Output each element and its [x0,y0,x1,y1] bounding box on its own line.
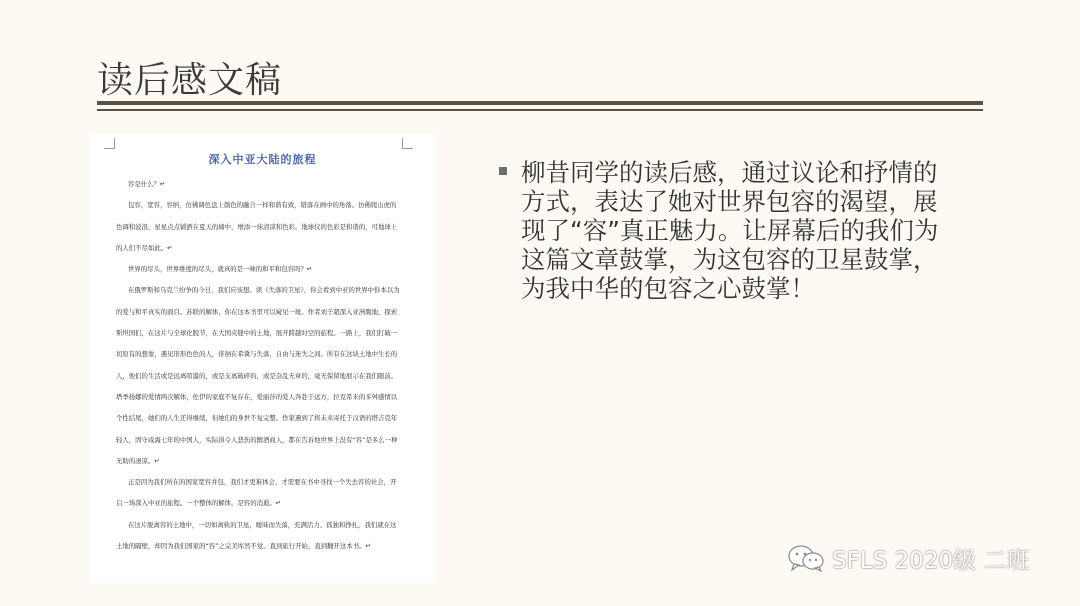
bullet-text: 柳昔同学的读后感，通过议论和抒情的方式，表达了她对世界包容的渴望，展现了“容”真正魅力。让屏幕后的我们为这篇文章鼓掌，为这包容的卫星鼓掌，为我中华的包容之心鼓掌！ [521,158,939,303]
crop-mark-top-left [104,138,115,149]
document-paragraph: 容是什么？↵ [128,180,166,188]
document-title: 深入中亚大陆的旅程 [208,153,317,166]
document-paragraph: 在这片脱离容的土地中，一切如离轨的卫星，暧昧而失落，充满活力、孤独和挣扎，我们就在这土地的隔壁，却因为我们国家的“容”之完美库然不觉。直到旅行开始，直到翻开这本书。↵ [116,520,397,551]
crop-mark-top-right [402,138,413,149]
wechat-icon [786,544,826,572]
title-rule-thin [97,109,983,111]
document-body [116,174,402,557]
document-paragraph: 在俄罗斯和乌克兰纷争的今日，我们应该想。读《失落的卫星》，你会看到中亚的世界中你本以为的爱与和平真实的面目。苏联的解体，你在这本书里可以窥见一斑。作者刘子超深入亚洲腹地，探索斯坦国们，在这片与全球化脱节，在大国夹缝中的土地，展开跨越时空的旅程。一路上，我们打破一切原有的想象，遇见形形色色的人，徘徊在希冀与失落、自由与迷失之间。所有在这块土地中生长的人，他们的生活或是远离喧嚣的，或是支离破碎的，或是杂乱无章的，毫无保留地展示在我们眼前。塔季扬娜的爱情两次解体，佐伊的家庭不复存在，爱丽莎的爱人奔赴于远方，拉克希米的多舛感情以个性结尾，她们的人生还得继续，但她们的身世不复完整。作家遇到了将未来寄托于汉语的塔吉克年轻人，固守咸海七年的中国人，实际得令人悲伤的醉酒商人，都在告诉他世界上没有“容”是多么一种无助的凄凉。↵ [116,286,400,465]
square-bullet-icon [499,167,507,175]
title-rule-thick [97,101,983,105]
document-image [90,133,435,583]
document-paragraph: 包容，宽容，容纳，仿佛调色盘上颜色的融合一样和谐有致，错落在画中的角落。仿佛爬山虎的色调和波浪，星星点点铺洒在夏天的墙中，增添一抹清凉和色彩。地球仪的色彩是和谐的，可地球上的人们不尽如此。↵ [116,201,398,252]
document-paragraph: 世界的尽头，世界维度的尽头，就真的是一味的和平和包容吗？↵ [128,265,313,274]
watermark-text: SFLS 2020级 二班 [832,547,1030,574]
document-paragraph: 正是因为我们所在的国家宽容并包，我们才更难体会，才需要在书中寻找一个失去容的社会，开启一场深入中亚的旅程。一个整体的解体，是容的消逝。↵ [116,478,397,508]
slide-title: 读后感文稿 [97,60,283,101]
watermark [786,543,1029,573]
